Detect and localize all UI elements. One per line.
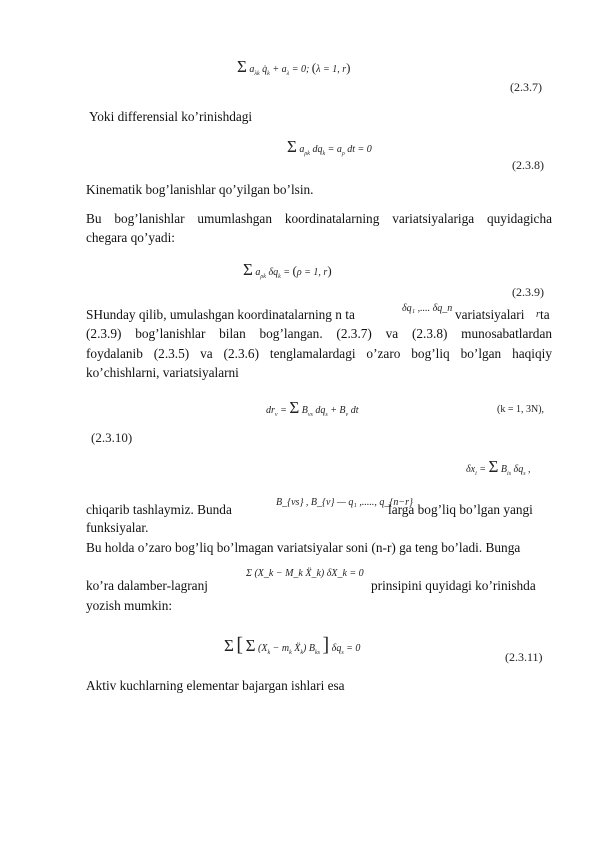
paragraph-text: chegara qo’yadi: [86,230,175,245]
equation-number: (2.3.8) [512,158,544,172]
paragraph-fragment: ko’ra dalamber-lagranj [86,578,208,593]
inline-formula: r [536,309,540,320]
equation-2-3-10: $dr_\nu = \Sigma$ $B_{\nu s}$ $dq_s + B_\nu$ dt [266,398,359,418]
equation-2-3-10-variation: $\delta x_i = \Sigma$ $B_{is}$ $\delta q_s$ , [466,457,531,477]
equation-2-3-11: Σ [ Σ ($X_k - m_k$ Ẍ$_k$) $B_{ks}$ ] $\delta q_s = 0$ [224,634,361,656]
paragraph-fragment: larga bog’liq bo’lgan yangi [388,502,533,517]
paragraph-text: foydalanib (2.3.5) va (2.3.6) tenglamalardagi o’zaro bog’liq bo’lgan haqiqiy [86,346,552,361]
equation-number: (2.3.11) [505,650,543,664]
paragraph-text: Kinematik bog’lanishlar qo’yilgan bo’lsin. [86,182,314,197]
equation-number: (2.3.10) [91,430,133,445]
inline-formula: Σ (X_k − M_k Ẍ_k) δX_k = 0 [246,568,364,579]
paragraph-fragment: prinsipini quyidagi ko’rinishda [371,578,536,593]
paragraph-fragment: ta [540,307,550,322]
equation-2-3-9: Σ $a_{\rho k}$ $\delta q_k = (\rho = 1$, r) [243,260,332,280]
inline-formula: B_{νs} , B_{ν} — q₁ ,....., q_{n−r} [276,497,413,508]
paragraph-text: funksiyalar. [86,520,149,535]
paragraph-text: Aktiv kuchlarning elementar bajargan ishlari esa [86,678,345,693]
inline-formula: δq₁ ,.... δq_n [402,303,453,314]
paragraph-text: ko’chishlarni, variatsiyalarni [86,365,239,380]
equation-condition: (k = 1, 3N), [497,404,545,415]
paragraph-text: Yoki differensial ko’rinishdagi [89,109,253,124]
paragraph-fragment: SHunday qilib, umulashgan koordinatalarning n ta [86,307,355,322]
equation-2-3-8: Σ $a_{\rho k}$ $dq_k = a_\rho$ dt = 0 [287,137,372,157]
paragraph-text: (2.3.9) bog’lanishlar bilan bog’langan. (2.3.7) va (2.3.8) munosabatlardan [86,326,552,341]
equation-number: (2.3.7) [510,80,542,94]
paragraph-text: Bu holda o’zaro bog’liq bo’lmagan variatsiyalar soni (n-r) ga teng bo’ladi. Bunga [86,540,521,555]
paragraph-fragment: variatsiyalari [455,307,525,322]
equation-2-3-7: Σ $a_{\lambda k}$ $q̇_k + a_\lambda = 0$; (λ = 1, r) [237,57,351,77]
paragraph-fragment: chiqarib tashlaymiz. Bunda [86,502,232,517]
paragraph-text: Bu bog’lanishlar umumlashgan koordinatalarning variatsiyalariga quyidagicha [86,211,552,226]
paragraph-text: yozish mumkin: [86,598,173,613]
equation-number: (2.3.9) [512,285,544,299]
